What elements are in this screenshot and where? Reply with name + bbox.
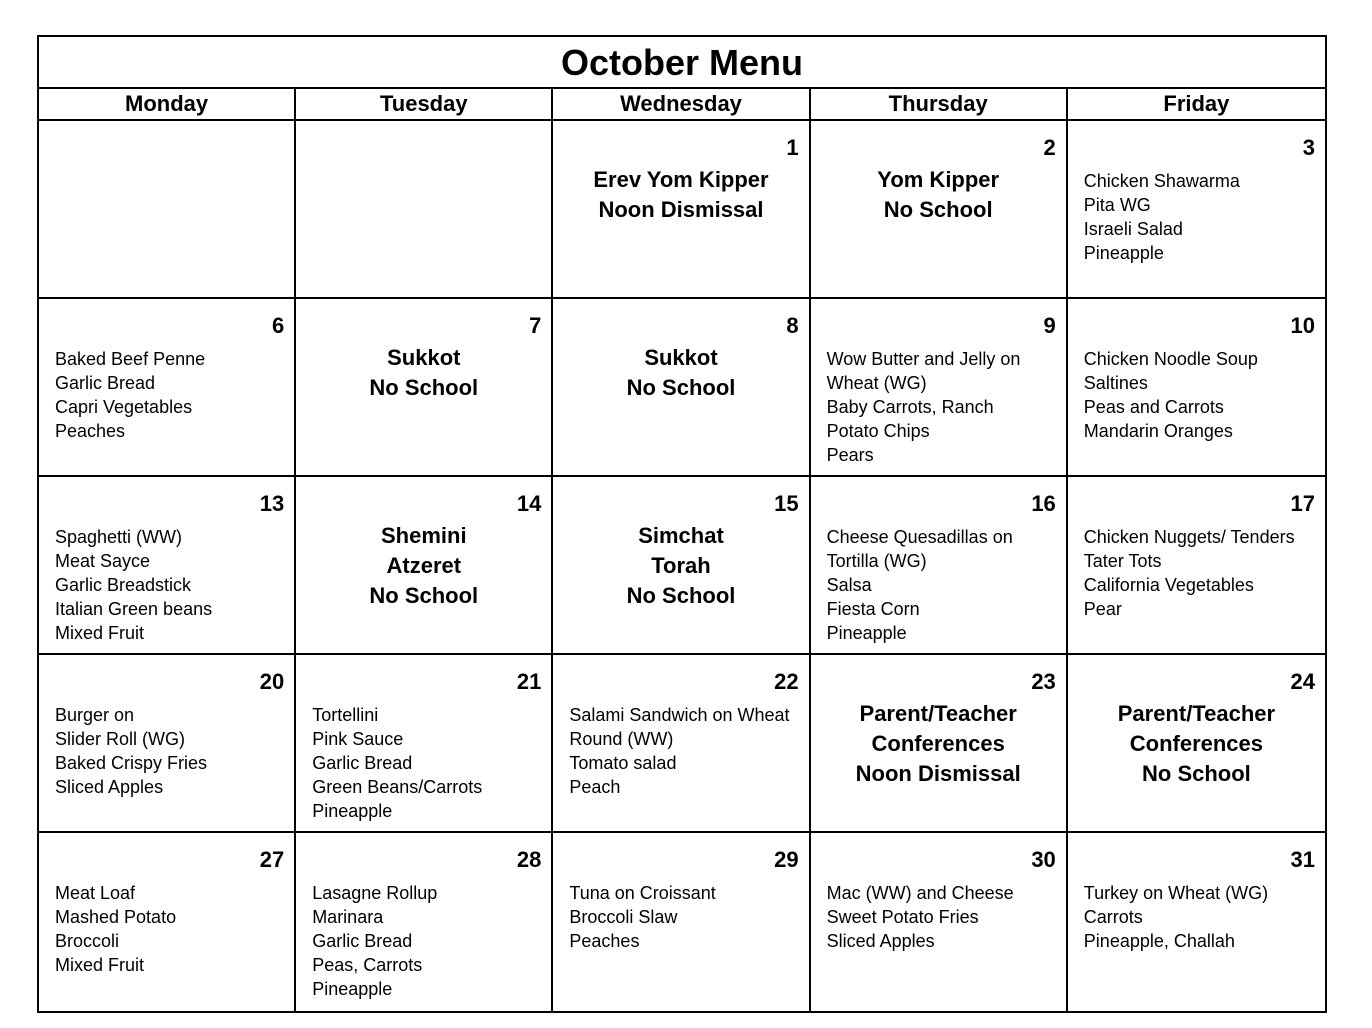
menu-item: Turkey on Wheat (WG)	[1083, 883, 1269, 903]
day-cell	[296, 299, 553, 477]
menu-items-list	[55, 525, 286, 645]
holiday-line: Sukkot	[387, 345, 461, 370]
menu-item: Pears	[826, 445, 874, 465]
menu-item: Baked Beef Penne	[55, 349, 206, 369]
menu-item: Tortilla (WG)	[826, 551, 927, 571]
day-cell	[296, 121, 553, 299]
holiday-line: No School	[626, 583, 736, 608]
menu-item: Burger on	[55, 705, 135, 725]
menu-item: Peach	[569, 777, 621, 797]
day-number: 14	[516, 491, 542, 516]
menu-item: California Vegetables	[1083, 575, 1254, 595]
weekday-header-tuesday: Tuesday	[296, 89, 553, 119]
menu-item: Italian Green beans	[55, 599, 213, 619]
menu-item: Saltines	[1083, 373, 1148, 393]
menu-item: Meat Loaf	[55, 883, 136, 903]
menu-item: Pineapple	[826, 623, 907, 643]
menu-item: Meat Sayce	[55, 551, 151, 571]
day-number: 29	[774, 847, 799, 872]
day-number: 15	[774, 491, 799, 516]
menu-items-list	[55, 347, 286, 443]
day-number: 1	[786, 135, 799, 160]
menu-item: Spaghetti (WW)	[55, 527, 183, 547]
day-number: 6	[271, 313, 285, 338]
menu-items-list	[1084, 169, 1317, 265]
menu-item: Mixed Fruit	[55, 955, 145, 975]
menu-item: Sweet Potato Fries	[826, 907, 979, 927]
day-number: 23	[1031, 669, 1056, 694]
holiday-line: Torah	[651, 553, 711, 578]
day-number: 21	[516, 669, 542, 694]
holiday-line: Erev Yom Kipper	[593, 167, 769, 192]
day-cell	[296, 833, 553, 1011]
menu-calendar	[37, 35, 1327, 1013]
menu-item: Pear	[1083, 599, 1122, 619]
menu-item: Pineapple	[1083, 243, 1164, 263]
day-cell	[39, 477, 296, 655]
menu-item: Salsa	[826, 575, 872, 595]
menu-item: Tater Tots	[1083, 551, 1162, 571]
day-number: 7	[529, 313, 542, 338]
menu-item: Broccoli	[55, 931, 120, 951]
holiday-line: Conferences	[871, 731, 1005, 756]
day-cell	[39, 121, 296, 299]
menu-item: Peas and Carrots	[1083, 397, 1224, 417]
day-cell	[296, 655, 553, 833]
holiday-line: Simchat	[638, 523, 724, 548]
menu-item: Peaches	[569, 931, 640, 951]
weekday-header-monday: Monday	[39, 89, 296, 119]
menu-item: Marinara	[312, 907, 384, 927]
menu-item: Mandarin Oranges	[1083, 421, 1233, 441]
menu-item: Tortellini	[312, 705, 379, 725]
day-number: 10	[1290, 313, 1315, 338]
holiday-line: No School	[369, 583, 479, 608]
menu-item: Garlic Bread	[55, 373, 156, 393]
day-number: 8	[786, 313, 799, 338]
holiday-line: Noon Dismissal	[598, 197, 764, 222]
day-cell	[553, 655, 810, 833]
day-cell	[296, 477, 553, 655]
day-number: 13	[259, 491, 285, 516]
menu-item: Tomato salad	[569, 753, 677, 773]
holiday-notice	[296, 521, 551, 611]
holiday-line: Atzeret	[386, 553, 462, 578]
menu-items-list	[1084, 347, 1317, 443]
holiday-notice	[553, 521, 808, 611]
day-cell	[1068, 121, 1325, 299]
menu-item: Mashed Potato	[55, 907, 177, 927]
day-number: 17	[1290, 491, 1315, 516]
day-cell	[553, 121, 810, 299]
weekday-header-row	[39, 89, 1325, 121]
day-cell	[553, 833, 810, 1011]
holiday-line: Shemini	[381, 523, 467, 548]
day-cell	[811, 655, 1068, 833]
menu-items-list	[55, 703, 286, 799]
menu-item: Sliced Apples	[55, 777, 164, 797]
holiday-line: No School	[883, 197, 993, 222]
menu-item: Wheat (WG)	[826, 373, 927, 393]
day-cell	[811, 833, 1068, 1011]
day-cell	[811, 299, 1068, 477]
day-number: 28	[516, 847, 542, 872]
day-number: 30	[1031, 847, 1056, 872]
day-cell	[39, 833, 296, 1011]
holiday-line: No School	[626, 375, 736, 400]
day-cell	[1068, 299, 1325, 477]
holiday-line: Parent/Teacher	[859, 701, 1017, 726]
menu-item: Chicken Noodle Soup	[1083, 349, 1258, 369]
holiday-notice	[811, 165, 1066, 225]
menu-item: Broccoli Slaw	[569, 907, 678, 927]
day-number: 20	[259, 669, 285, 694]
menu-item: Pita WG	[1083, 195, 1151, 215]
menu-item: Potato Chips	[826, 421, 930, 441]
menu-items-list	[827, 525, 1058, 645]
menu-items-list	[1084, 525, 1317, 621]
holiday-line: No School	[1142, 761, 1251, 786]
day-number: 3	[1302, 135, 1315, 160]
menu-items-list	[827, 881, 1058, 953]
menu-items-list	[827, 347, 1058, 467]
day-number: 24	[1290, 669, 1315, 694]
holiday-line: Sukkot	[644, 345, 718, 370]
holiday-notice	[553, 343, 808, 403]
day-cell	[39, 299, 296, 477]
menu-item: Round (WW)	[569, 729, 674, 749]
menu-items-list	[312, 881, 543, 1001]
holiday-notice	[296, 343, 551, 403]
holiday-line: Conferences	[1129, 731, 1264, 756]
weekday-header-friday: Friday	[1163, 91, 1230, 116]
menu-item: Tuna on Croissant	[569, 883, 716, 903]
holiday-line: Noon Dismissal	[855, 761, 1021, 786]
menu-item: Mac (WW) and Cheese	[826, 883, 1014, 903]
holiday-notice	[553, 165, 808, 225]
holiday-notice	[811, 699, 1066, 789]
menu-item: Fiesta Corn	[826, 599, 920, 619]
menu-item: Garlic Bread	[312, 931, 413, 951]
day-number: 16	[1031, 491, 1056, 516]
holiday-notice	[1068, 699, 1325, 789]
menu-items-list	[569, 703, 800, 799]
day-number: 9	[1043, 313, 1056, 338]
holiday-line: Parent/Teacher	[1117, 701, 1276, 726]
day-cell	[1068, 477, 1325, 655]
menu-items-list	[569, 881, 800, 953]
menu-item: Pineapple, Challah	[1083, 931, 1235, 951]
weekday-header-wednesday: Wednesday	[553, 89, 810, 119]
calendar-grid	[39, 121, 1325, 1011]
menu-item: Carrots	[1083, 907, 1143, 927]
menu-item: Garlic Breadstick	[55, 575, 192, 595]
menu-item: Baked Crispy Fries	[55, 753, 208, 773]
menu-items-list	[1084, 881, 1317, 953]
menu-item: Mixed Fruit	[55, 623, 145, 643]
menu-item: Garlic Bread	[312, 753, 413, 773]
menu-item: Baby Carrots, Ranch	[826, 397, 994, 417]
menu-item: Wow Butter and Jelly on	[826, 349, 1021, 369]
day-number: 2	[1043, 135, 1056, 160]
menu-item: Peas, Carrots	[312, 955, 423, 975]
menu-item: Pineapple	[312, 979, 393, 999]
menu-item: Peaches	[55, 421, 126, 441]
day-cell	[1068, 655, 1325, 833]
menu-items-list	[55, 881, 286, 977]
holiday-line: Yom Kipper	[877, 167, 1000, 192]
menu-item: Pink Sauce	[312, 729, 404, 749]
day-number: 27	[259, 847, 285, 872]
page-title: October Menu	[39, 37, 1325, 89]
menu-item: Chicken Nuggets/ Tenders	[1083, 527, 1295, 547]
day-number: 31	[1290, 847, 1315, 872]
weekday-header-thursday: Thursday	[811, 89, 1068, 119]
menu-item: Israeli Salad	[1083, 219, 1183, 239]
menu-item: Cheese Quesadillas on	[826, 527, 1013, 547]
menu-item: Sliced Apples	[826, 931, 935, 951]
holiday-line: No School	[369, 375, 479, 400]
day-cell	[553, 477, 810, 655]
menu-item: Green Beans/Carrots	[312, 777, 483, 797]
day-number: 22	[774, 669, 799, 694]
day-cell	[811, 477, 1068, 655]
menu-item: Chicken Shawarma	[1083, 171, 1240, 191]
menu-item: Pineapple	[312, 801, 393, 821]
day-cell	[1068, 833, 1325, 1011]
menu-item: Slider Roll (WG)	[55, 729, 186, 749]
menu-items-list	[312, 703, 543, 823]
day-cell	[811, 121, 1068, 299]
day-cell	[39, 655, 296, 833]
day-cell	[553, 299, 810, 477]
menu-item: Lasagne Rollup	[312, 883, 438, 903]
menu-item: Salami Sandwich on Wheat	[569, 705, 790, 725]
menu-item: Capri Vegetables	[55, 397, 193, 417]
